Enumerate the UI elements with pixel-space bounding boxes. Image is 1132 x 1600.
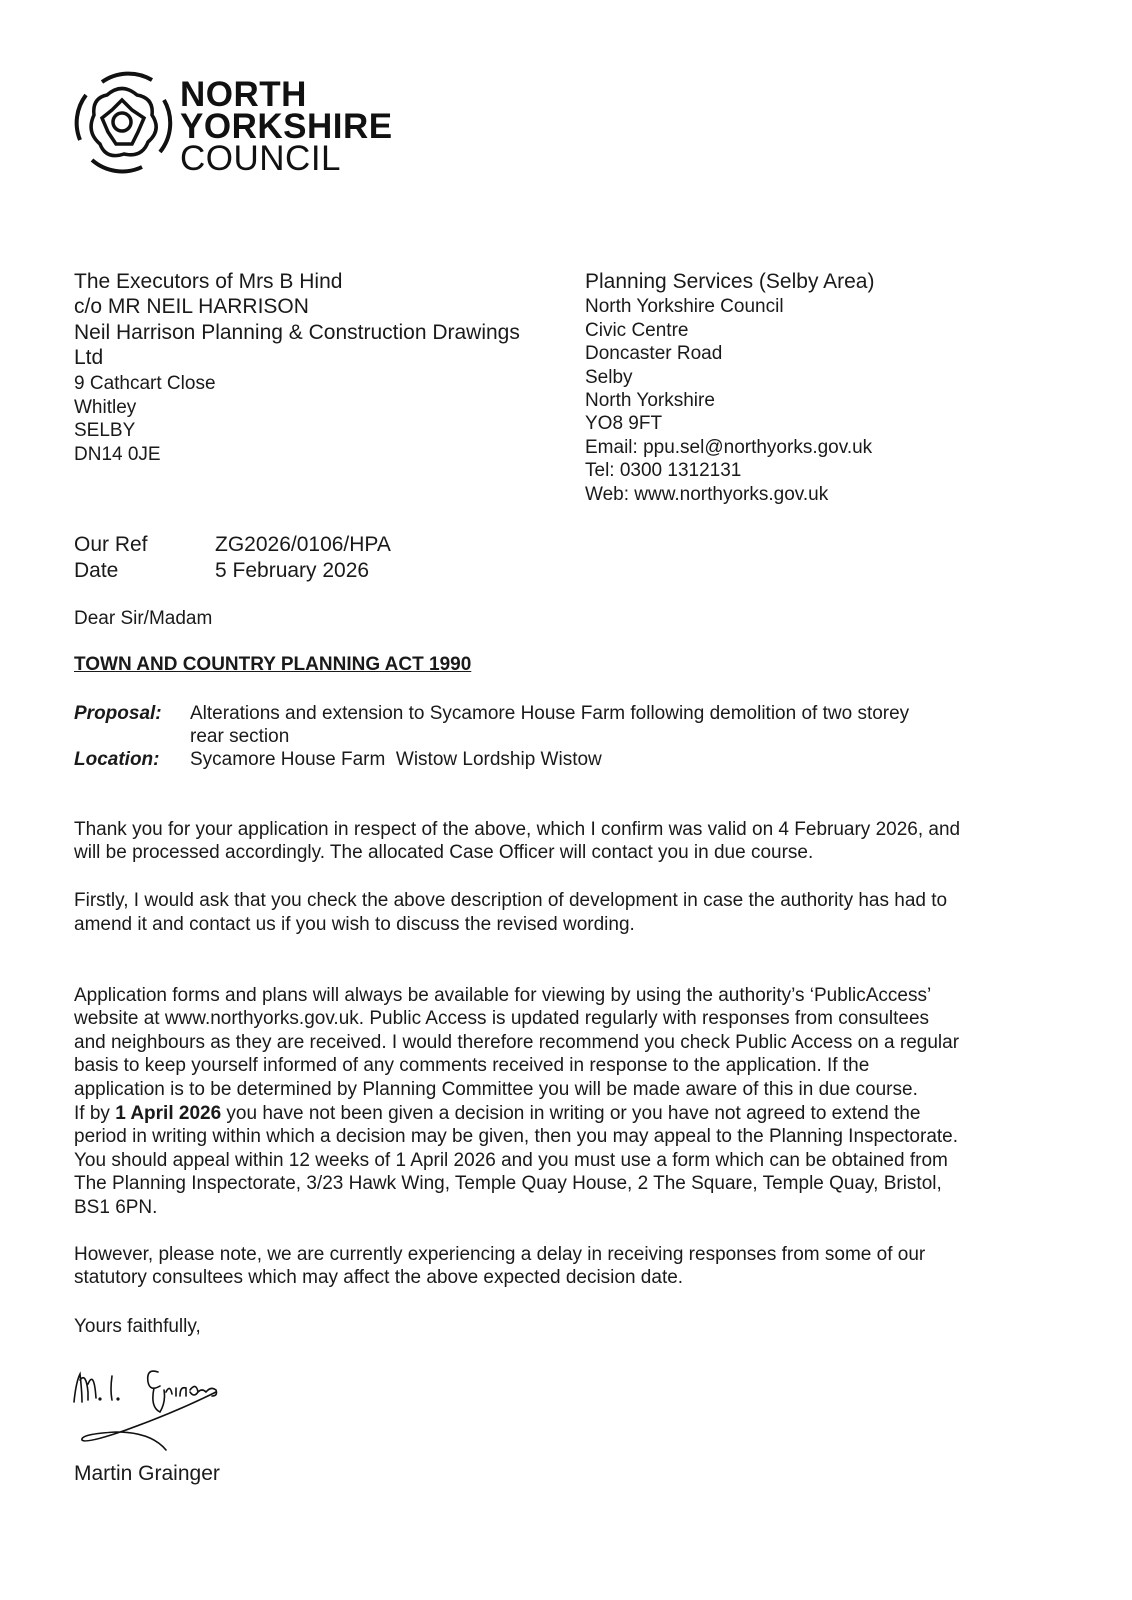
text-line: The Planning Inspectorate, 3/23 Hawk Wing, Temple Quay House, 2 The Square, Temple Quay, Bristol, — [74, 1173, 942, 1194]
sender-tel: Tel: 0300 1312131 — [585, 460, 742, 481]
text-line: You should appeal within 12 weeks of 1 April 2026 and you must use a form which can be obtained from — [74, 1150, 948, 1171]
sender-line: Civic Centre — [585, 320, 689, 341]
signatory-name: Martin Grainger — [74, 1462, 220, 1485]
text-line: amend it and contact us if you wish to discuss the revised wording. — [74, 914, 635, 935]
text-line: However, please note, we are currently experiencing a delay in receiving responses from some of our — [74, 1244, 926, 1265]
text-line: application is to be determined by Planning Committee you will be made aware of this in due course. — [74, 1079, 918, 1100]
address-line: SELBY — [74, 420, 136, 441]
tudor-rose-icon — [72, 70, 177, 175]
text-line: Firstly, I would ask that you check the above description of development in case the authority has had to — [74, 890, 948, 911]
sender-line: Planning Services (Selby Area) — [585, 270, 875, 293]
proposal-label: Proposal: — [74, 703, 162, 724]
text-line: and neighbours as they are received. I would therefore recommend you check Public Access on a regular — [74, 1032, 960, 1053]
text-line: Thank you for your application in respect of the above, which I confirm was valid on 4 February 2026, and — [74, 819, 961, 840]
proposal-line: Alterations and extension to Sycamore House Farm following demolition of two storey — [190, 703, 910, 724]
proposal-line: rear section — [190, 726, 290, 747]
text-line — [74, 1102, 920, 1125]
sender-line: North Yorkshire Council — [585, 296, 784, 317]
sender-email: Email: ppu.sel@northyorks.gov.uk — [585, 437, 873, 458]
text-line: website at www.northyorks.gov.uk. Public Access is updated regularly with responses from consultees — [74, 1008, 930, 1029]
location-label: Location: — [74, 749, 160, 770]
address-line: c/o MR NEIL HARRISON — [74, 295, 309, 318]
date-value: 5 February 2026 — [215, 559, 370, 582]
address-line: Ltd — [74, 346, 104, 369]
address-line: Neil Harrison Planning & Construction Drawings — [74, 321, 520, 344]
sender-line: Selby — [585, 367, 633, 388]
address-line: DN14 0JE — [74, 444, 161, 465]
date-label: Date — [74, 559, 119, 582]
text: you have not been given a decision in writing or you have not agreed to extend the — [221, 1103, 921, 1124]
address-line: Whitley — [74, 397, 137, 418]
text: If by — [74, 1103, 116, 1124]
location-value: Sycamore House Farm Wistow Lordship Wistow — [190, 749, 602, 770]
closing: Yours faithfully, — [74, 1316, 201, 1337]
sender-line: North Yorkshire — [585, 390, 715, 411]
text-line: basis to keep yourself informed of any comments received in response to the application. If the — [74, 1055, 870, 1076]
text-line: BS1 6PN. — [74, 1197, 158, 1218]
address-line: 9 Cathcart Close — [74, 373, 216, 394]
text-line: Application forms and plans will always be available for viewing by using the authority’s ‘PublicAccess’ — [74, 985, 932, 1006]
sender-web: Web: www.northyorks.gov.uk — [585, 484, 829, 505]
sender-line: Doncaster Road — [585, 343, 723, 364]
address-line: The Executors of Mrs B Hind — [74, 270, 343, 293]
sender-line: YO8 9FT — [585, 413, 663, 434]
salutation: Dear Sir/Madam — [74, 608, 213, 629]
text-line: statutory consultees which may affect the above expected decision date. — [74, 1267, 684, 1288]
logo-line-3: COUNCIL — [180, 139, 342, 178]
logo-line-2: YORKSHIRE — [180, 107, 393, 146]
decision-date: 1 April 2026 — [115, 1103, 222, 1124]
our-ref-label: Our Ref — [74, 533, 148, 556]
text-line: period in writing within which a decision may be given, then you may appeal to the Planning Inspectorate. — [74, 1126, 959, 1147]
logo-line-1: NORTH — [180, 75, 307, 114]
text-line: will be processed accordingly. The allocated Case Officer will contact you in due course. — [74, 842, 814, 863]
our-ref-value: ZG2026/0106/HPA — [215, 533, 391, 556]
signature — [66, 1362, 236, 1457]
heading: TOWN AND COUNTRY PLANNING ACT 1990 — [74, 654, 472, 675]
